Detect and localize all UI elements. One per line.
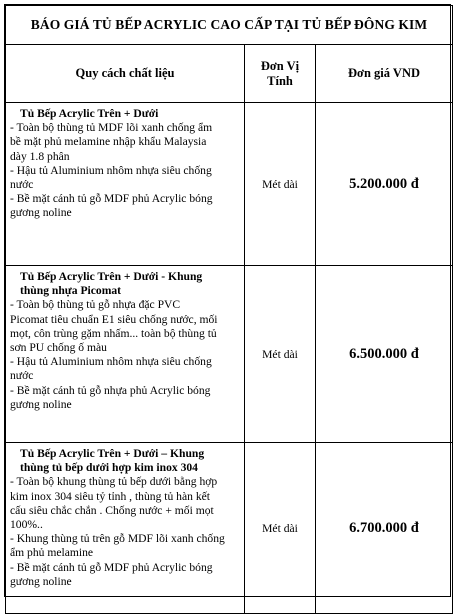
spec-line: - Bề mặt cánh tủ gỗ MDF phủ Acrylic bóng (10, 192, 213, 206)
product-name: Tủ Bếp Acrylic Trên + Dưới - Khung (20, 270, 203, 283)
header-unit-line1: Đơn Vị (260, 58, 300, 73)
price-cell: 5.200.000 đ (316, 103, 453, 266)
price-cell: 6.500.000 đ (316, 266, 453, 443)
spec-line: ẩm phủ melamine (10, 546, 94, 560)
spec-line: nước (10, 369, 34, 383)
spec-line: cấu siêu chắc chắn . Chống nước + mối mọt (10, 503, 214, 517)
price-quote-sheet (4, 4, 451, 597)
header-spec: Quy cách chất liệu (6, 45, 245, 103)
spec-cell (6, 266, 245, 443)
spec-line: - Hậu tủ Aluminium nhôm nhựa siêu chống (10, 163, 212, 177)
price-table (5, 5, 453, 614)
unit-cell: Mét dài (245, 103, 316, 266)
header-price: Đơn giá VND (316, 45, 453, 103)
spec-line: - Bề mặt cánh tủ gỗ MDF phủ Acrylic bóng (10, 560, 213, 574)
price-cell: 6.700.000 đ (316, 443, 453, 614)
spec-cell (6, 443, 245, 614)
spec-line: - Hậu tủ Aluminium nhôm nhựa siêu chống (10, 355, 212, 369)
spec-line: - Bề mặt cánh tủ gỗ nhựa phủ Acrylic bóng (10, 383, 211, 397)
spec-line: 100%.. (10, 518, 43, 532)
header-unit (245, 45, 316, 103)
unit-cell: Mét dài (245, 266, 316, 443)
product-name: Tủ Bếp Acrylic Trên + Dưới – Khung (20, 447, 205, 460)
table-row (6, 266, 453, 443)
product-name-cont: thùng nhựa Picomat (20, 284, 122, 298)
table-row (6, 443, 453, 614)
unit-cell: Mét dài (245, 443, 316, 614)
title-row (6, 6, 453, 45)
spec-line: Picomat tiêu chuẩn E1 siêu chống nước, mối (10, 312, 218, 326)
spec-line: - Toàn bộ khung thùng tủ bếp dưới bằng hợp (10, 475, 218, 489)
table-title: BÁO GIÁ TỦ BẾP ACRYLIC CAO CẤP TẠI TỦ BẾP ĐÔNG KIM (6, 6, 453, 45)
spec-line: kim inox 304 siêu tỷ tỉnh , thùng tủ hàn kết (10, 489, 210, 503)
spec-line: nước (10, 178, 34, 192)
table-row (6, 103, 453, 266)
spec-line: - Toàn bộ thùng tủ MDF lõi xanh chống ẩm (10, 121, 213, 135)
header-unit-line2: Tính (267, 73, 293, 88)
product-name-cont: thùng tủ bếp dưới hợp kim inox 304 (20, 461, 198, 475)
spec-line: dày 1.8 phân (10, 149, 70, 163)
spec-line: - Khung thùng tủ trên gỗ MDF lõi xanh chống (10, 532, 225, 546)
spec-line: gương noline (10, 206, 72, 220)
spec-line: gương noline (10, 397, 72, 411)
spec-line: - Toàn bộ thùng tủ gỗ nhựa đặc PVC (10, 298, 181, 312)
spec-line: mọt, côn trùng gặm nhấm... toàn bộ thùng tủ (10, 326, 217, 340)
spec-line: bề mặt phủ melamine nhập khẩu Malaysia (10, 135, 207, 149)
spec-cell (6, 103, 245, 266)
header-row (6, 45, 453, 103)
spec-line: sơn PU chống ố màu (10, 341, 107, 355)
spec-line: gương noline (10, 574, 72, 588)
product-name: Tủ Bếp Acrylic Trên + Dưới (20, 107, 159, 120)
